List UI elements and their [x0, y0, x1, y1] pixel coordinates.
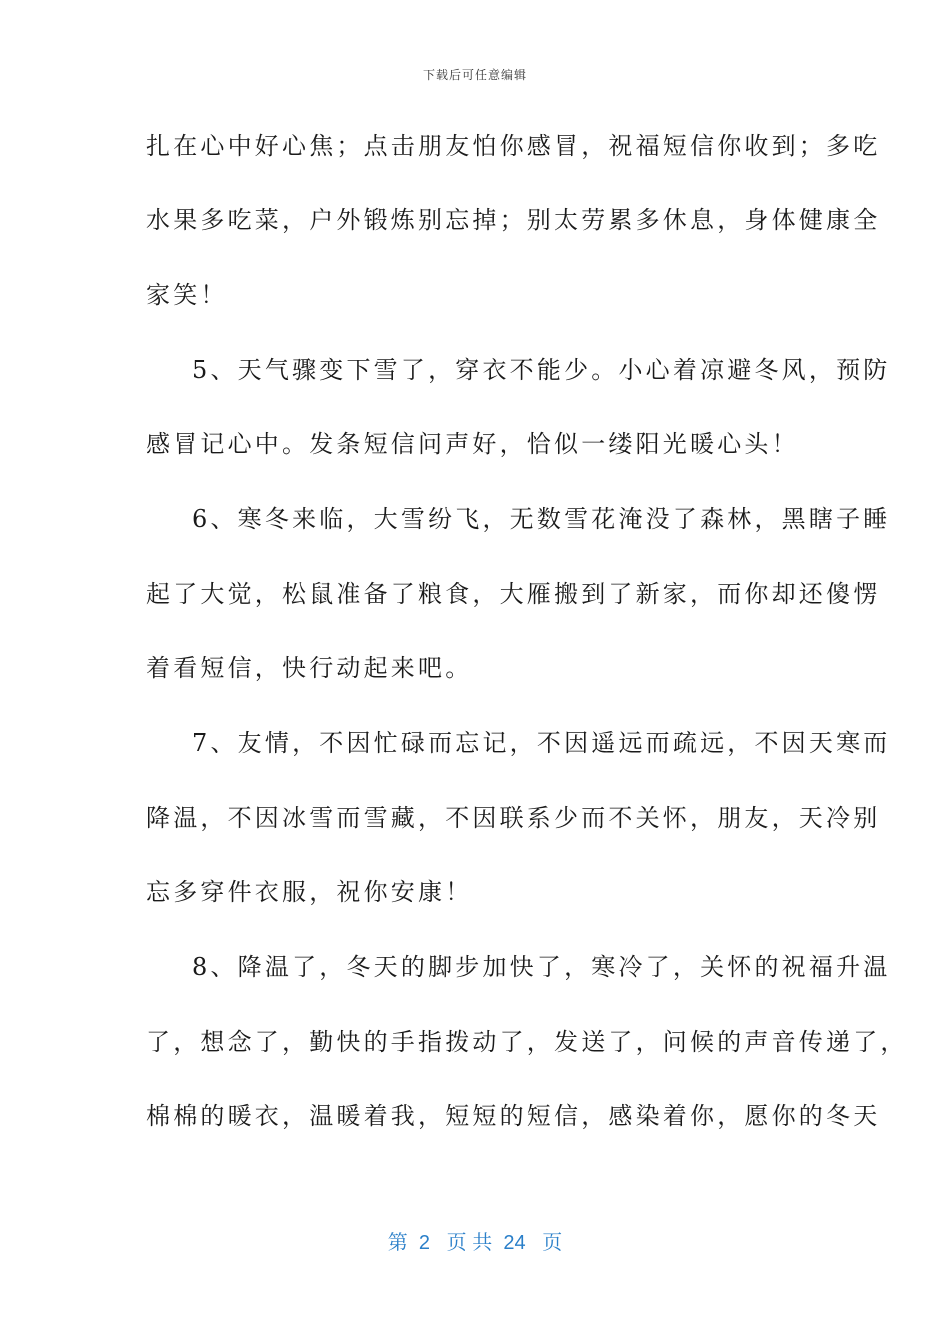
paragraph-first-line: 5、天气骤变下雪了，穿衣不能少。小心着凉避冬风，预防	[192, 356, 891, 384]
text-line: 忘多穿件衣服，祝你安康！	[146, 878, 473, 906]
paragraph-first-line: 7、友情，不因忙碌而忘记，不因遥远而疏远，不因天寒而	[192, 729, 891, 757]
text-line: 感冒记心中。发条短信问声好，恰似一缕阳光暖心头！	[146, 430, 799, 458]
text-line: 起了大觉，松鼠准备了粮食，大雁搬到了新家，而你却还傻愣	[146, 580, 881, 608]
text-line: 棉棉的暖衣，温暖着我，短短的短信，感染着你，愿你的冬天	[146, 1102, 881, 1130]
page-header: 下载后可任意编辑	[422, 68, 527, 82]
text-line: 了，想念了，勤快的手指拨动了，发送了，问候的声音传递了，	[146, 1028, 908, 1056]
page-number-footer: 第 2 页 共 24 页	[387, 1232, 563, 1254]
paragraph-first-line: 6、寒冬来临，大雪纷飞，无数雪花淹没了森林，黑瞎子睡	[192, 505, 891, 533]
text-line: 扎在心中好心焦；点击朋友怕你感冒，祝福短信你收到；多吃	[146, 132, 881, 160]
paragraph-first-line: 8、降温了，冬天的脚步加快了，寒冷了，关怀的祝福升温	[192, 953, 891, 981]
text-line: 着看短信，快行动起来吧。	[146, 654, 473, 682]
text-line: 家笑！	[146, 281, 228, 309]
text-line: 水果多吃菜，户外锻炼别忘掉；别太劳累多休息，身体健康全	[146, 206, 881, 234]
text-line: 降温，不因冰雪而雪藏，不因联系少而不关怀，朋友，天冷别	[146, 804, 881, 832]
